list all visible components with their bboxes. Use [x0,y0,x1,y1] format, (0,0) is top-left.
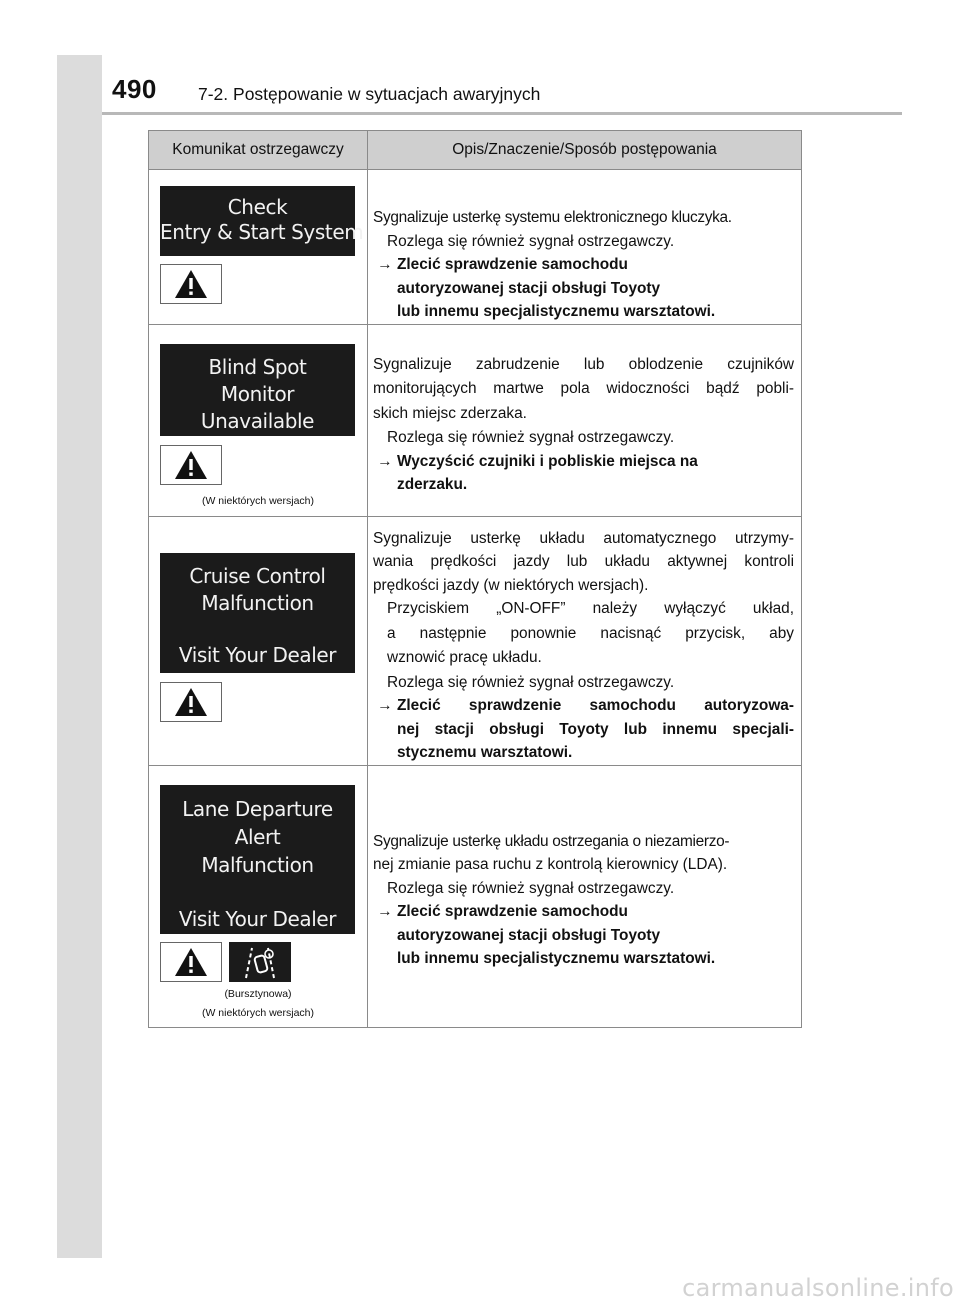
arrow-icon: → [377,697,393,714]
description-text: Sygnalizuje usterkę systemu elektronicznego kluczyka. [373,209,732,226]
message-cell [149,324,368,516]
description-cell: Sygnalizuje usterkę układu ostrzegania o niezamierzo- nej zmianie pasa ruchu z kontrolą kierownicy (LDA). Rozlega się również sygnał ostrzegawczy. → Zlecić sprawdzenie samochodu autoryzowanej stacji obsługi Toyoty lub innemu specjalistycznemu warsztatowi. [368,765,802,1027]
column-header-message: Komunikat ostrzegawczy [149,131,368,170]
display-blind-spot-monitor: Blind Spot Monitor Unavailable [160,344,355,436]
arrow-icon: → [377,452,393,470]
buzzer-text: Rozlega się również sygnał ostrzegawczy. [387,232,675,250]
warning-triangle-icon [160,445,222,485]
display-check-entry-start: Check Entry & Start System [160,186,355,256]
message-cell [149,765,368,1027]
message-cell [149,516,368,765]
buzzer-text: Rozlega się również sygnał ostrzegawczy. [387,673,675,691]
message-cell [149,170,368,325]
watermark: carmanualsonline.info [682,1274,954,1302]
page-number: 490 [112,74,157,104]
color-note: (Bursztynowa) [224,987,292,1000]
version-note: (W niektórych wersjach) [201,494,315,507]
warning-triangle-icon [160,942,222,982]
description-cell: Sygnalizuje zabrudzenie lub oblodzenie czujników monitorujących martwe pola widoczności bądź pobli- skich miejsc zderzaka. Rozlega się również sygnał ostrzegawczy. → Wyczyścić czujniki i pobliskie miejsca na zderzaku. [368,324,802,516]
arrow-icon: → [377,903,393,920]
section-title: 7-2. Postępowanie w sytuacjach awaryjnych [198,84,541,104]
version-note: (W niektórych wersjach) [201,1006,315,1019]
buzzer-text: Rozlega się również sygnał ostrzegawczy. [387,429,675,446]
instruction-text: Przyciskiem „ON-OFF” należy wyłączyć układ, a następnie ponownie nacisnąć przycisk, aby wznowić pracę układu. [387,600,794,666]
action-text: → Zlecić sprawdzenie samochodu autoryzowa- nej stacji obsługi Toyoty lub innemu specjali- stycznemu warsztatowi. [373,694,794,765]
buzzer-text: Rozlega się również sygnał ostrzegawczy. [387,879,675,897]
display-cruise-control-malfunction: Cruise Control Malfunction Visit Your Dealer [160,553,355,673]
warning-message-table [148,130,802,1028]
action-text: → Zlecić sprawdzenie samochodu autoryzowanej stacji obsługi Toyoty lub innemu specjalistycznemu warsztatowi. [373,900,794,971]
warning-triangle-icon [160,264,222,304]
warning-triangle-icon [160,682,222,722]
description-cell: Sygnalizuje usterkę układu automatycznego utrzymy- wania prędkości jazdy lub układu aktywnej kontroli prędkości jazdy (w niektórych wersjach). Przyciskiem „ON-OFF” należy wyłączyć układ, a następnie ponownie nacisnąć przycisk, aby wznowić pracę układu. Rozlega się również sygnał ostrzegawczy. → Zlecić sprawdzenie samochodu autoryzowa- nej stacji obsługi Toyoty lub innemu specjali- stycznemu warsztatowi. [368,516,802,765]
table-row [149,516,802,765]
action-text: → Wyczyścić czujniki i pobliskie miejsca na zderzaku. [373,450,794,497]
header-rule [102,112,902,115]
lane-departure-steering-icon [229,942,291,982]
table-row [149,765,802,1027]
action-text: → Zlecić sprawdzenie samochodu autoryzowanej stacji obsługi Toyoty lub innemu specjalistycznemu warsztatowi. [373,253,794,324]
table-row [149,170,802,325]
display-lane-departure-alert-malfunction: Lane Departure Alert Malfunction Visit Your Dealer [160,785,355,934]
table-row [149,324,802,516]
description-cell [368,170,802,325]
arrow-icon: → [377,256,393,273]
side-strip [57,55,102,1258]
column-header-description: Opis/Znaczenie/Sposób postępowania [368,131,802,170]
